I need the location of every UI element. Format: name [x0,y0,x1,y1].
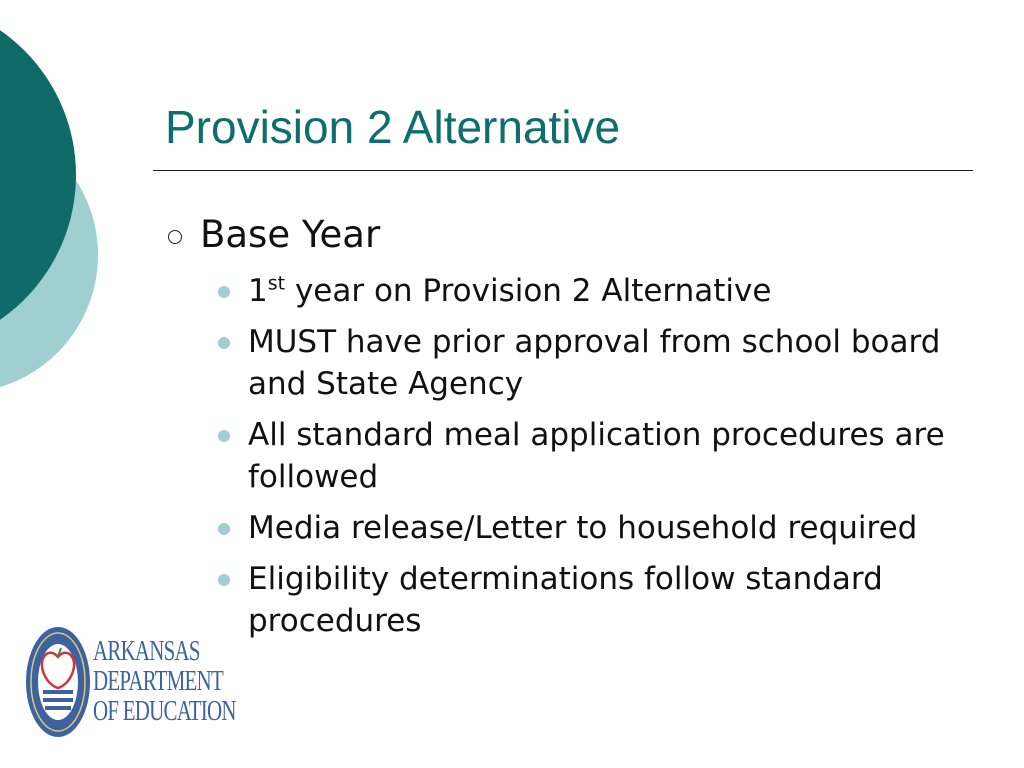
logo-wordmark [93,636,236,726]
bullet-item [218,414,958,498]
hollow-circle-bullet-icon [168,230,182,244]
bullet-dot-icon [218,430,230,442]
ade-logo [25,622,236,742]
bullet-text: MUST have prior approval from school board and State Agency [248,324,941,402]
logo-line-department: DEPARTMENT [93,665,223,697]
bullet-item [218,507,958,549]
logo-line-education: OF EDUCATION [93,695,236,727]
bullet-text-number: 1 [248,273,268,309]
bullet-dot-icon [218,286,230,298]
bullet-text-rest: year on Provision 2 Alternative [285,273,772,309]
decorative-circles [0,0,110,420]
bullet-text-superscript: st [267,272,286,295]
bullet-text: Media release/Letter to household required [248,510,918,546]
bullet-item [218,321,958,405]
ade-seal-icon [25,624,91,740]
bullet-item [218,558,958,642]
level1-item [168,213,380,256]
bullet-text: All standard meal application procedures are followed [248,417,945,495]
bullet-dot-icon [218,523,230,535]
slide-title: Provision 2 Alternative [165,101,621,153]
bullet-item [218,270,958,312]
logo-line-arkansas: ARKANSAS [93,635,200,667]
bullet-list [218,270,958,651]
bullet-dot-icon [218,337,230,349]
title-divider [153,170,973,171]
level1-text: Base Year [200,213,381,256]
bullet-text: Eligibility determinations follow standard procedures [248,561,883,639]
bullet-dot-icon [218,574,230,586]
